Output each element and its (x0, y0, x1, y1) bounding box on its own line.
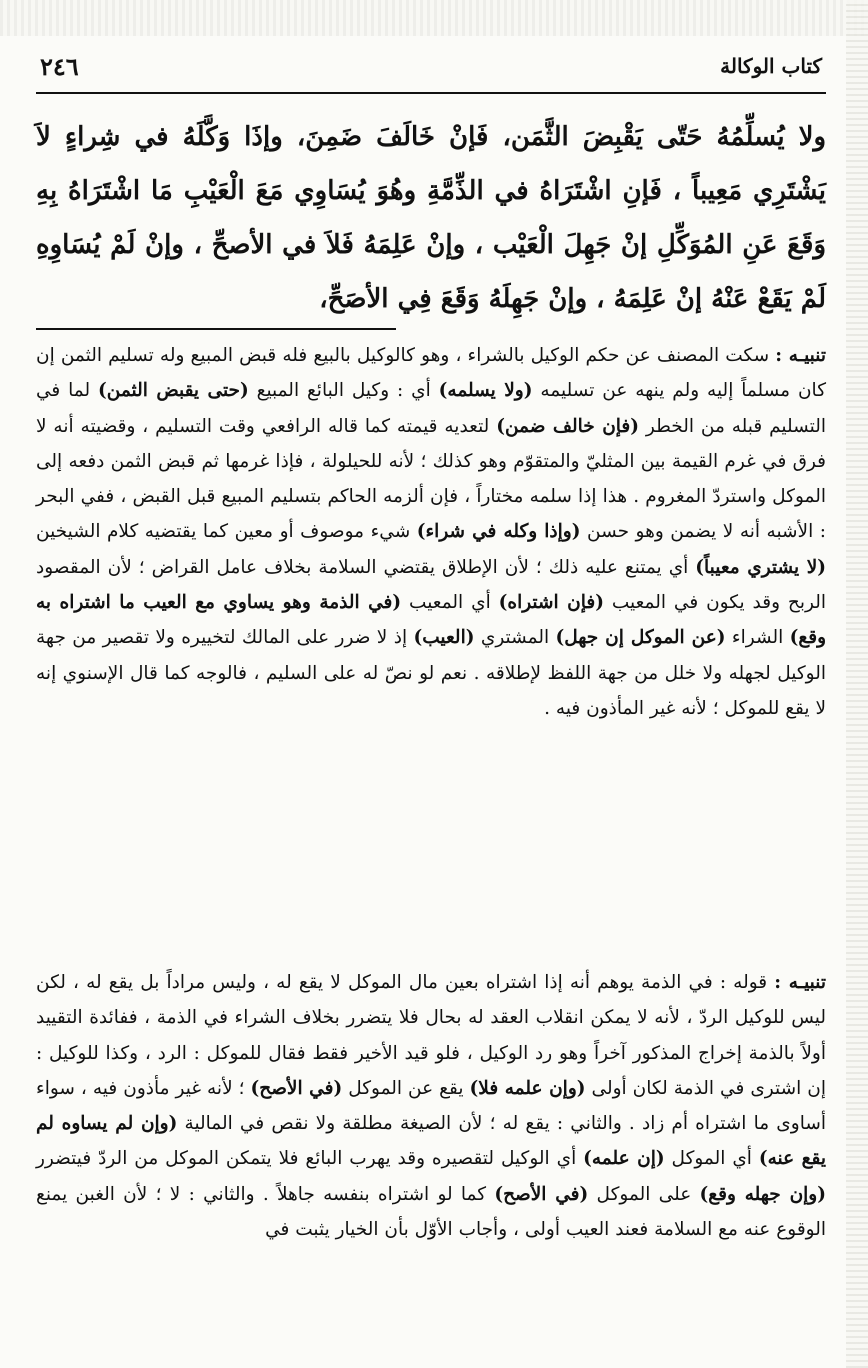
commentary-paragraph-1 (36, 338, 826, 726)
quoted-matn: (في الأصح) (494, 1183, 589, 1205)
commentary-text: الشراء (725, 627, 790, 649)
note-label: تنبيـه : (774, 972, 826, 993)
running-header (36, 48, 826, 94)
commentary-text: ؛ لأنه غير مأذون فيه ، سواء أساوى ما اشتراه أم زاد . والثاني : يقع له ؛ لأن الصيغة مطلقة ولا نقص في المالية (36, 1077, 826, 1135)
page-number: ٢٤٦ (40, 52, 79, 81)
quoted-matn: (وإذا وكله في شراء) (416, 521, 581, 543)
commentary-text: لتعديه قيمته كما قاله الرافعي وقت التسليم ، وقضيته أنه لا فرق في غرم القيمة بين المثليّ والمتقوّم وهو كذلك ؛ لأنه للحيلولة ، فإذا غرمها ثم قبض الثمن دفعه إلى الموكل واستردّ المغروم . هذا إذا سلمه مختاراً ، فإن ألزمه الحاكم بتسليم المبيع قبل القبض ، ففي البحر : الأشبه أنه لا يضمن وهو حسن (36, 415, 826, 543)
commentary-text: سكت المصنف عن حكم الوكيل بالشراء ، وهو كالوكيل بالبيع فله قبض المبيع وله تسليم الثمن إن كان مسلماً إليه ولم ينهه عن تسليمه (36, 345, 826, 402)
commentary-paragraph-2 (36, 965, 826, 1247)
quoted-matn: (عن الموكل إن جهل) (555, 627, 726, 649)
quoted-matn: (ولا يسلمه) (438, 380, 533, 402)
commentary-text: أي الوكيل لتقصيره وقد يهرب البائع فلا يتمكن الموكل من الردّ فيتضرر (36, 1148, 584, 1170)
commentary-text: إذ لا ضرر على المالك لتخييره ولا تقصير من جهة الوكيل لجهله ولا خلل من جهة اللفظ لإطلاقه . نعم لو نصّ له على السليم ، فالوجه كما قال الإسنوي إنه لا يقع للموكل ؛ لأنه غير المأذون فيه . (36, 627, 826, 719)
scan-edge-right (846, 0, 868, 1368)
quoted-matn: (في الذمة وهو يساوي مع العيب ما اشتراه به وقع) (36, 592, 827, 649)
commentary-text: أي يمتنع عليه ذلك ؛ لأن الإطلاق يقتضي السلامة بخلاف عامل القراض ؛ لأن المقصود الربح وقد يكون في المعيب (36, 556, 826, 614)
commentary-text: قوله : في الذمة يوهم أنه إذا اشتراه بعين مال الموكل لا يقع له ، وليس مراداً بل يقع له ، لكن ليس للوكيل الردّ ، لأنه لا يمكن انقلاب العقد له بحال فلا يتضرر بخلاف الشراء في الذمة ، ففائدة التقييد أولاً بالذمة إخراج المذكور آخراً وهو رد الوكيل ، فلو قيد الأخير فقط فقال للموكل : الرد ، وكذا للوكيل : إن اشترى في الذمة لكان أولى (36, 972, 826, 1099)
commentary-text: أي المعيب (401, 592, 499, 614)
quoted-matn: (حتى يقبض الثمن) (98, 380, 249, 402)
quoted-matn: (إن علمه) (583, 1148, 665, 1170)
commentary-text: شيء موصوف أو معين كما يقتضيه كلام الشيخين (36, 521, 417, 543)
scan-edge-top (0, 0, 868, 36)
book-section-title: كتاب الوكالة (720, 54, 822, 78)
quoted-matn: (وإن لم يساوه لم يقع عنه) (36, 1113, 827, 1170)
quoted-matn: (وإن جهله وقع) (699, 1183, 826, 1205)
quoted-matn: (فإن اشتراه) (498, 592, 604, 614)
commentary-text: أي : وكيل البائع المبيع (248, 380, 439, 402)
commentary-text: كما لو اشتراه بنفسه جاهلاً . والثاني : لا ؛ لأن الغبن يمنع الوقوع عنه مع السلامة فعند العيب أولى ، وأجاب الأوّل بأن الخيار يثبت في (36, 1183, 826, 1241)
commentary-text: على الموكل (588, 1183, 700, 1205)
commentary-text: المشتري (474, 627, 556, 649)
commentary-text: أي الموكل (664, 1148, 759, 1170)
quoted-matn: (لا يشتري معيباً) (695, 556, 826, 578)
commentary-text: لما في التسليم قبله من الخطر (36, 380, 826, 437)
separator-rule (36, 328, 396, 330)
commentary-text: يقع عن الموكل (342, 1077, 470, 1099)
quoted-matn: (العيب) (413, 627, 475, 649)
quoted-matn: (في الأصح) (250, 1077, 343, 1099)
main-text: ولا يُسلِّمُهُ حَتّى يَقْبِضَ الثَّمَن، فَإنْ خَالَفَ ضَمِنَ، وإذَا وَكَّلَهُ في شِراءٍ لاَ يَشْتَرِي مَعِيباً ، فَإنِ اشْتَرَاهُ في الذِّمَّةِ وهُوَ يُسَاوِي مَعَ الْعَيْبِ مَا اشْتَرَاهُ بِهِ وَقَعَ عَنِ المُوَكِّلِ إنْ جَهِلَ الْعَيْب ، وإنْ عَلِمَهُ فَلاَ في الأصحِّ ، وإنْ لَمْ يُسَاوِهِ لَمْ يَقَعْ عَنْهُ إنْ عَلِمَهُ ، وإنْ جَهِلَهُ وَقَعَ فِي الأصَحِّ، (36, 122, 826, 314)
quoted-matn: (فإن خالف ضمن) (496, 415, 640, 437)
note-label: تنبيـه : (775, 345, 826, 366)
quoted-matn: (وإن علمه فلا) (469, 1077, 586, 1099)
